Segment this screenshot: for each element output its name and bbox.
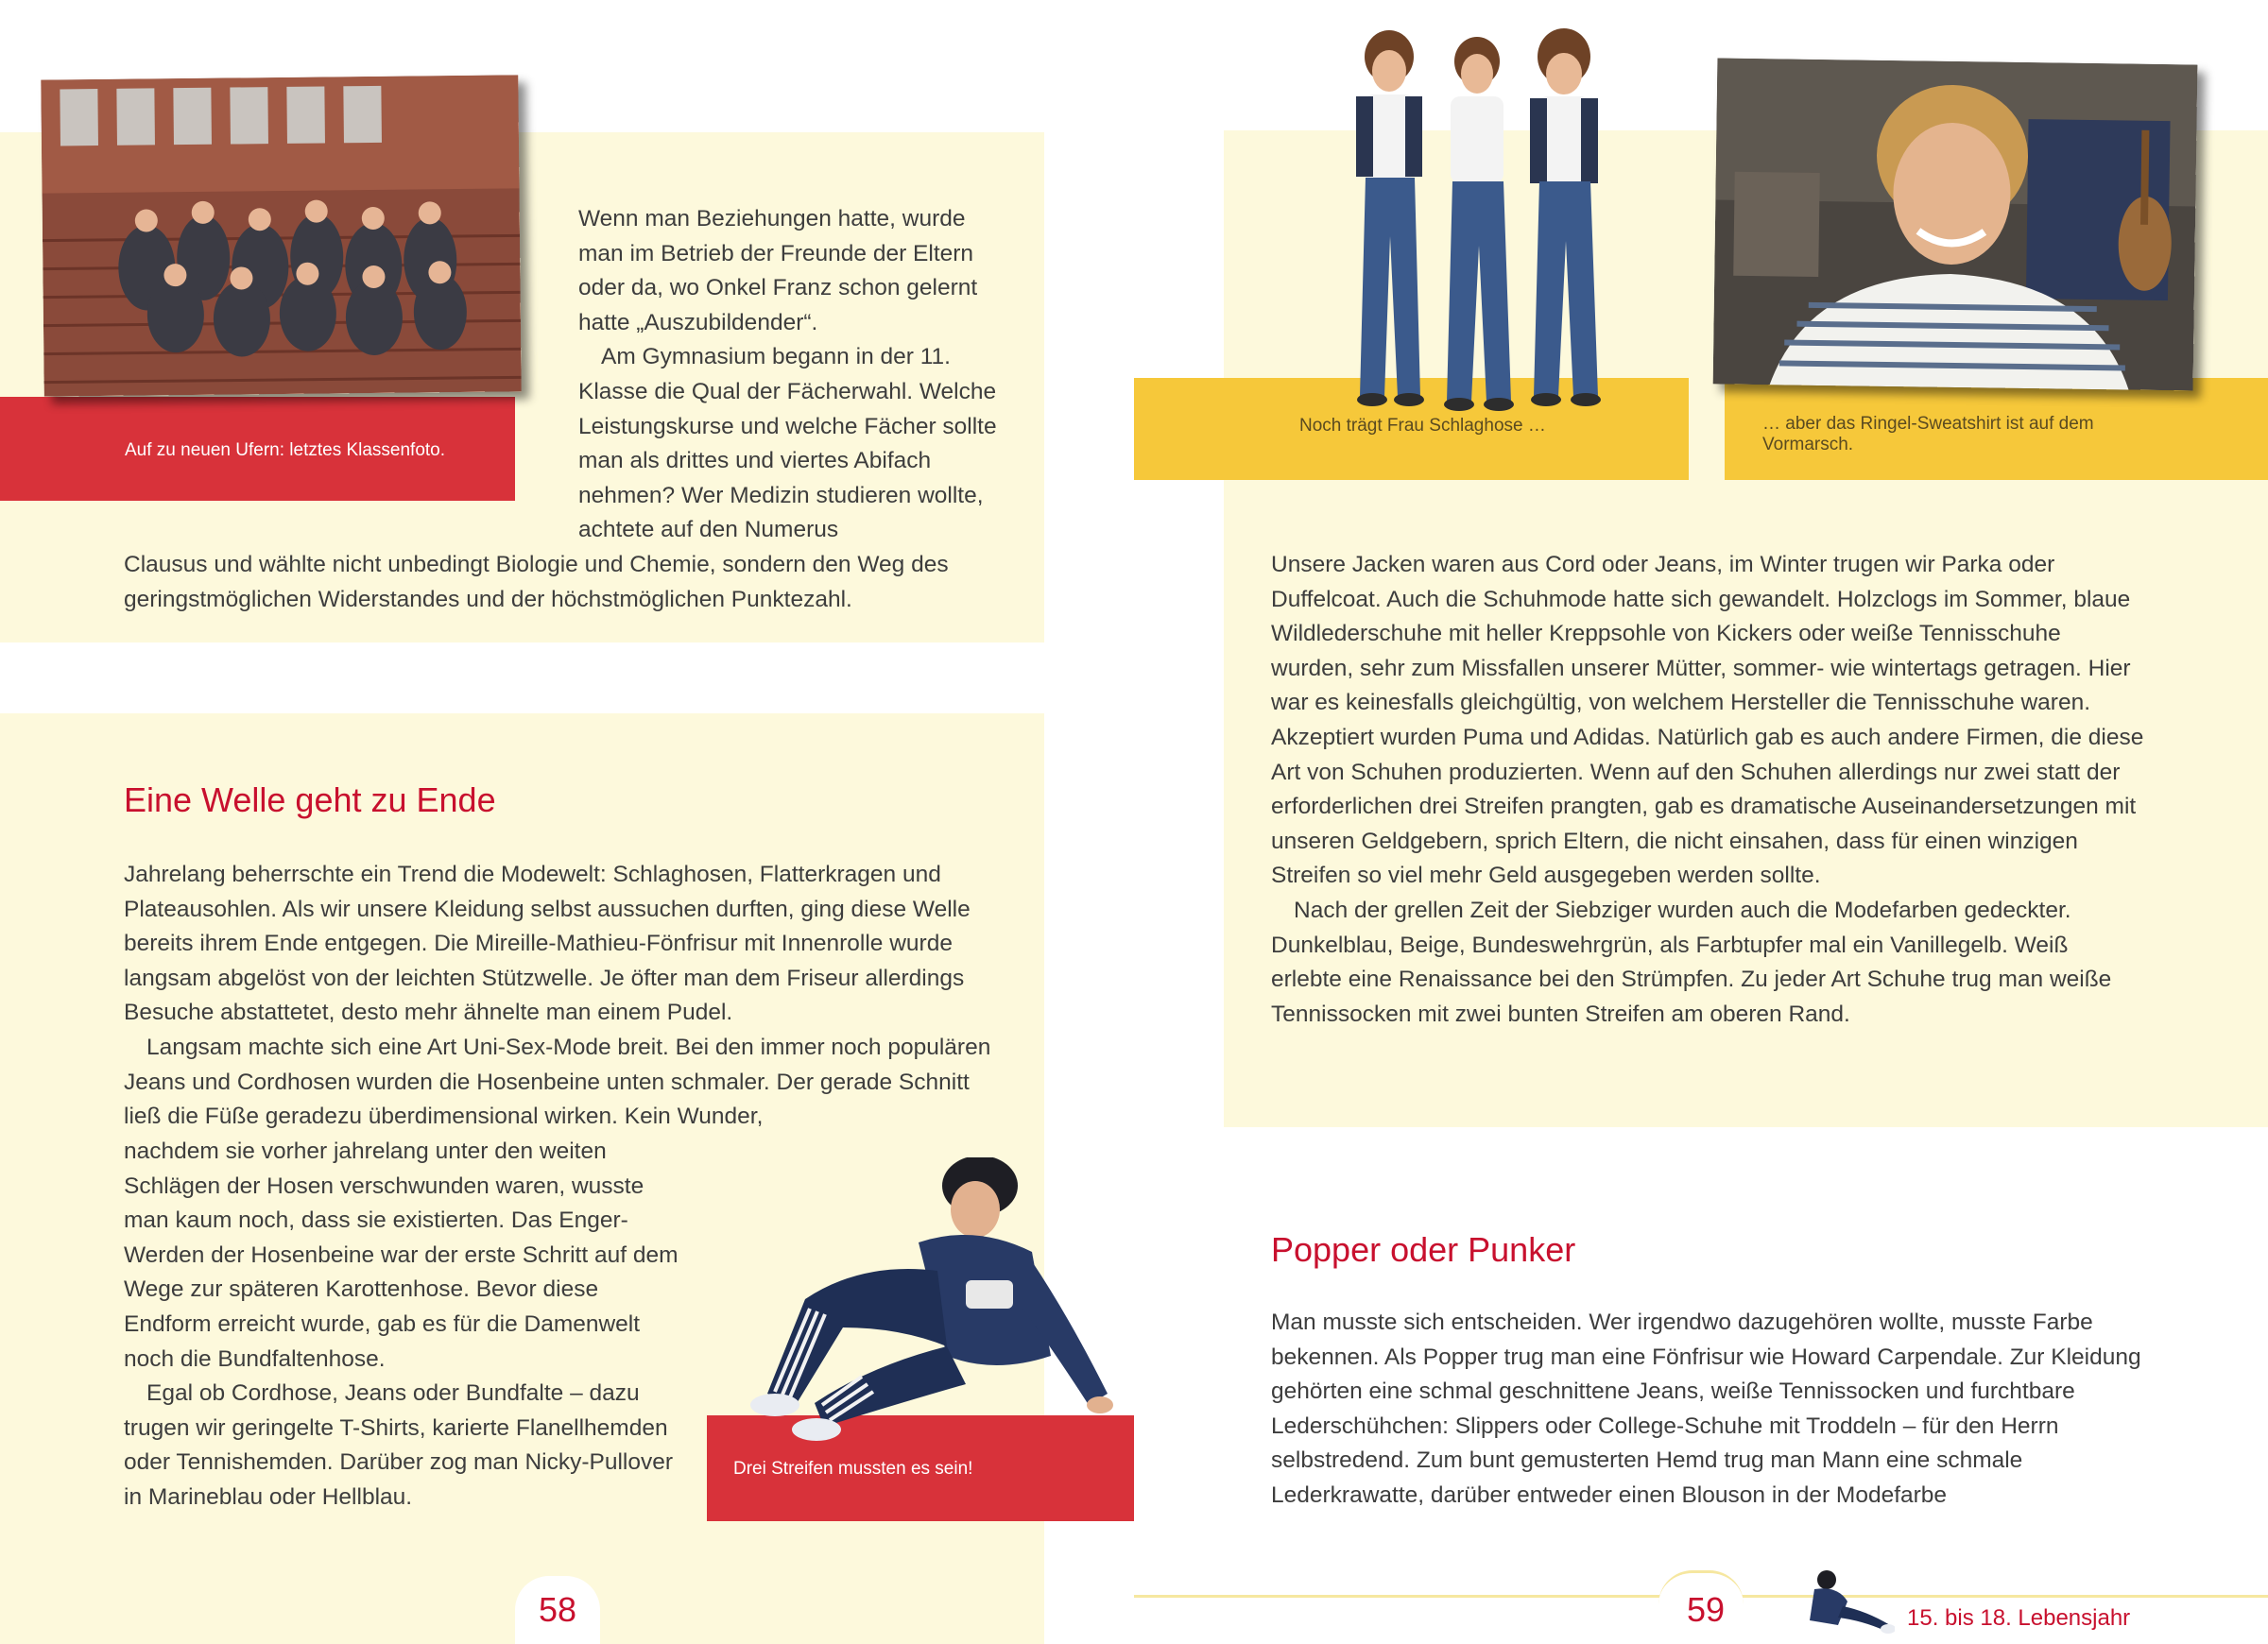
section-text-welle: [124, 858, 1007, 1135]
class-photo-caption: Auf zu neuen Ufern: letztes Klassenfoto.: [125, 440, 446, 460]
narrow-paragraph: nachdem sie vorher jahrelang unter den weiten Schlägen der Hosen verschwunden waren, wusste man kaum noch, dass sie existierten. Das Enger-Werden der Hosenbeine war der erste Schritt auf dem Wege zur späteren Karottenhose. Bevor diese Endform erreicht wurde, gab es für die Damenwelt noch die Bundfaltenhose.: [124, 1139, 679, 1372]
section-title-welle: Eine Welle geht zu Ende: [124, 780, 496, 819]
page-number-left: 58: [539, 1590, 577, 1629]
section-paragraph: Langsam machte sich eine Art Uni-Sex-Mode breit. Bei den immer noch populären Jeans und Cordhosen wurden die Hosenbeine unten schmaler. Der gerade Schnitt ließ die Füße geradezu überdimensional wirken. Kein Wunder,: [124, 1034, 991, 1130]
section-title-popper: Popper oder Punker: [1271, 1230, 1576, 1269]
right-paragraph: Unsere Jacken waren aus Cord oder Jeans, im Winter trugen wir Parka oder Duffelcoat. Auch die Schuhmode hatte sich gewandelt. Holzclogs im Sommer, blaue Wildlederschuhe mit heller Kreppsohle von Kickers oder weiße Tennisschuhe wurden, sehr zum Missfallen unserer Mütter, sommer- wie wintertags getragen. Hier war es keinesfalls gleichgültig, von welchem Hersteller die Tennisschuhe waren. Akzeptiert wurden Puma und Adidas. Natürlich gab es auch andere Firmen, die diese Art von Schuhen produzierten. Wenn auf den Schuhen allerdings nur zwei statt der erforderlichen drei Streifen prangten, gab es dramatische Auseinandersetzungen mit unseren Geldgebern, sprich Eltern, die nicht einsahen, dass für einen winzigen Streifen so viel mehr Geld ausgegeben werden sollte.: [1271, 552, 2144, 889]
boy-caption-band: [1725, 378, 2268, 480]
sweatshirt-boy-photo: [1713, 58, 2198, 390]
section-text-narrow: [124, 1135, 691, 1516]
narrow-paragraph: Egal ob Cordhose, Jeans oder Bundfalte – dazu trugen wir geringelte T-Shirts, karierte Flanellhemden oder Tennishemden. Darüber zog man Nicky-Pullover in Marineblau oder Hellblau.: [124, 1380, 674, 1510]
class-photo-caption-band: [0, 397, 515, 501]
section-paragraph: Jahrelang beherrschte ein Trend die Modewelt: Schlaghosen, Flatterkragen und Plateausohlen. Als wir unsere Kleidung selbst aussuchen durften, ging diese Welle bereits ihrem Ende entgegen. Die Mireille-Mathieu-Fönfrisur mit Innenrolle wurde langsam abgelöst von der leichten Stützwelle. Je öfter man dem Friseur allerdings Besuche abstattetet, desto mehr ähnelte man einem Pudel.: [124, 862, 971, 1026]
sitting-boy-photo: [711, 1157, 1136, 1450]
footer-boy-icon: [1800, 1568, 1895, 1635]
class-photo: [41, 75, 521, 396]
running-head: 15. bis 18. Lebensjahr: [1907, 1605, 2131, 1631]
intro-continuation: Clausus und wählte nicht unbedingt Biologie und Chemie, sondern den Weg des geringstmöglichen Widerstandes und der höchstmöglichen Punktezahl.: [124, 552, 949, 612]
right-body-text: [1271, 548, 2145, 1032]
page-number-right: 59: [1687, 1590, 1726, 1629]
section-text-popper: Man musste sich entscheiden. Wer irgendwo dazugehören wollte, musste Farbe bekennen. Als Popper trug man eine Fönfrisur wie Howard Carpendale. Zur Kleidung gehörten eine schmal geschnittene Jeans, weiße Tennissocken und furchtbare Lederschühchen: Slippers oder College-Schuhe mit Troddeln – für den Herrn selbstredend. Zum bunt gemusterten Hemd trug man Mann eine schmale Lederkrawatte, darüber entweder einen Blouson in der Modefarbe: [1271, 1310, 2141, 1508]
right-page: [1134, 0, 2268, 1644]
intro-paragraph: Wenn man Beziehungen hatte, wurde man im Betrieb der Freunde der Eltern oder da, wo Onkel Franz schon gelernt hatte „Auszubildender“.: [578, 206, 978, 335]
intro-text: [578, 202, 1002, 548]
right-paragraph: Nach der grellen Zeit der Siebziger wurden auch die Modefarben gedeckter. Dunkelblau, Beige, Bundeswehrgrün, als Farbtupfer mal ein Vanillegelb. Weiß erlebte eine Renaissance bei den Strümpfen. Zu jeder Art Schuhe trug man weiße Tennissocken mit zwei bunten Streifen am oberen Rand.: [1271, 897, 2112, 1027]
stripes-caption: Drei Streifen mussten es sein!: [733, 1459, 973, 1479]
three-girls-photo: [1337, 19, 1621, 416]
girls-caption: Noch trägt Frau Schlaghose …: [1299, 416, 1546, 436]
boy-caption: … aber das Ringel-Sweatshirt ist auf dem Vormarsch.: [1762, 414, 2094, 454]
intro-paragraph: Am Gymnasium begann in der 11. Klasse die Qual der Fächerwahl. Welche Leistungskurse und welche Fächer sollte man als drittes und viertes Abifach nehmen? Wer Medizin studieren wollte, achtete auf den Numerus: [578, 344, 997, 543]
